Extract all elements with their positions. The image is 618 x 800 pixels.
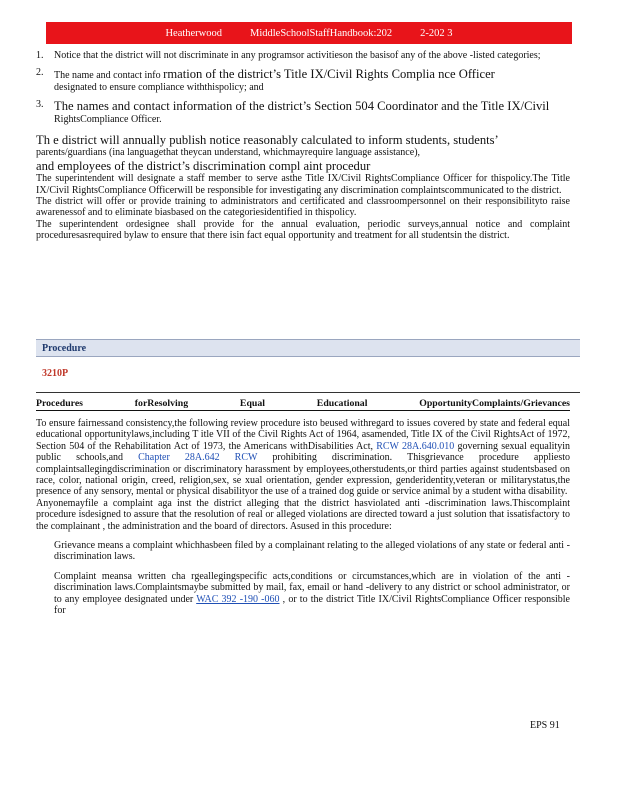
list-text-big: The names and contact information of the district’s Section 504 Coordinator and the Title IX/Civil: [54, 99, 550, 114]
list-item: [36, 99, 570, 125]
section-title-word: OpportunityComplaints/Grievances: [419, 398, 570, 409]
wac-link[interactable]: WAC 392 -190 -060: [196, 593, 280, 605]
section-title-word: Educational: [316, 398, 368, 409]
divider: [36, 392, 580, 393]
procedure-label: Procedure: [42, 342, 87, 354]
bullet-text: [54, 571, 570, 617]
policy-number: 3210P: [42, 368, 69, 379]
bullet-box-icon: [36, 571, 54, 617]
procedure-text-1: To ensure fairnessand consistency,the following review procedure isto beused withregard to issues covered by state and federal equal educational opportunitylaws,including T itle VII of the Civil Rights Act of 1964, asamended, Title IX of the Civil RightsAct of 1972, Section 504 of the Rehabilitation Act of 1973, the Americans withDisabilities Act,: [36, 418, 570, 452]
procedure-bar: [36, 339, 580, 357]
lower-content: [36, 418, 570, 617]
list-number: 2.: [36, 67, 44, 79]
list-item: [36, 67, 570, 93]
notice-big-2: and employees of the district’s discrimination compl aint procedur: [36, 158, 371, 173]
superintendent-paragraph: The superintendent will designate a staff member to serve asthe Title IX/Civil RightsCompliance Officer for thispolicy.The Title IX/Civil RightsCompliance Officerwill be responsible for investigating any discrimination complaintscommunicated to the district.: [36, 173, 570, 196]
section-title-word: Equal: [239, 398, 265, 409]
header-banner: [46, 22, 572, 44]
list-text: [54, 67, 570, 93]
list-item: [36, 50, 570, 61]
list-number: 3.: [36, 99, 44, 111]
evaluation-paragraph: The superintendent ordesignee shall provide for the annual evaluation, periodic surveys,annual notice and complaint proceduresasrequired bylaw to ensure that there isin fact equal opportunity and treatment for all studentsin the district.: [36, 218, 570, 242]
notice-paragraph: [36, 133, 570, 173]
list-text-post: designated to ensure compliance withthispolicy; and: [54, 81, 264, 93]
procedure-text-3: prohibiting discrimination. Thisgrievance procedure appliesto complaintsallegingdiscrimination or discriminatory harassment by employees,otherstudents,or third parties against studentsbased on race, color, national origin, creed, religion,sex, se xual orientation, gender expression, genderidentity,veteran or militarystatus,the presence of any sensory, mental or physical disabilityor the use of a trained dog guide or service animal by a student witha disability.: [36, 452, 570, 498]
list-text-big: rmation of the district’s Title IX/Civil Rights Complia nce Officer: [163, 67, 495, 82]
anyone-paragraph: Anyonemayfile a complaint aga inst the district alleging that the district hasviolated anti -discrimination laws.Thiscomplaint procedure isdesigned to assure that the resolution of real or alleged violations are directed toward a just solution that issatisfactory to the complainant , the administration and the board of directors. Asused in this procedure:: [36, 497, 570, 532]
notice-small: parents/guardians (ina languagethat theycan understand, whichmayrequire language assistance),: [36, 147, 421, 159]
header-handbook: MiddleSchoolStaffHandbook:202: [250, 27, 393, 39]
bullet-box-icon: [36, 540, 54, 563]
notice-big-1: Th e district will annually publish notice reasonably calculated to inform students, students’: [36, 133, 499, 148]
procedure-text-2: governing sexual equalityin public schools,and: [36, 440, 570, 464]
section-title-word: Procedures: [36, 398, 83, 409]
bullet-text-main: Complaint meansa written cha rgeallegingspecific acts,conditions or circumstances,which are in violation of the anti -discrimination laws.Complaintsmaybe submitted by mail, fax, email or hand -delivery to any district or school administrator, or to any employee designated under: [54, 570, 570, 605]
rcw-link[interactable]: RCW 28A.640.010: [376, 440, 455, 452]
list-text: Notice that the district will not discriminate in any programsor activitieson the basisof any of the above -listed categories;: [54, 50, 541, 61]
page-footer: EPS 91: [530, 720, 560, 731]
section-title: [36, 398, 570, 411]
list-item: [36, 571, 570, 617]
list-text-pre: The name and contact info: [54, 70, 164, 82]
training-paragraph: The district will offer or provide training to administrators and certificated and classroompersonnel on their responsibilityto raise awarenessof and to eliminate biasbased on the categoriesidentified in thispolicy.: [36, 196, 570, 219]
list-item: [36, 540, 570, 563]
chapter-link[interactable]: Chapter 28A.642 RCW: [138, 452, 258, 464]
list-text: [54, 99, 570, 125]
list-text-post: RightsCompliance Officer.: [54, 113, 162, 125]
procedure-paragraph: [36, 418, 570, 498]
header-school: Heatherwood: [165, 27, 223, 39]
section-title-word: forResolving: [134, 398, 189, 409]
bullet-text: Grievance means a complaint whichhasbeen filed by a complainant relating to the alleged violations of any state or federal anti -discrimination laws.: [54, 540, 570, 563]
header-year: 2-202 3: [420, 27, 453, 39]
bullet-text-post: , or to the district Title IX/Civil RightsCompliance Officer responsible for: [54, 593, 570, 617]
upper-content: [36, 50, 570, 242]
list-number: 1.: [36, 50, 44, 61]
